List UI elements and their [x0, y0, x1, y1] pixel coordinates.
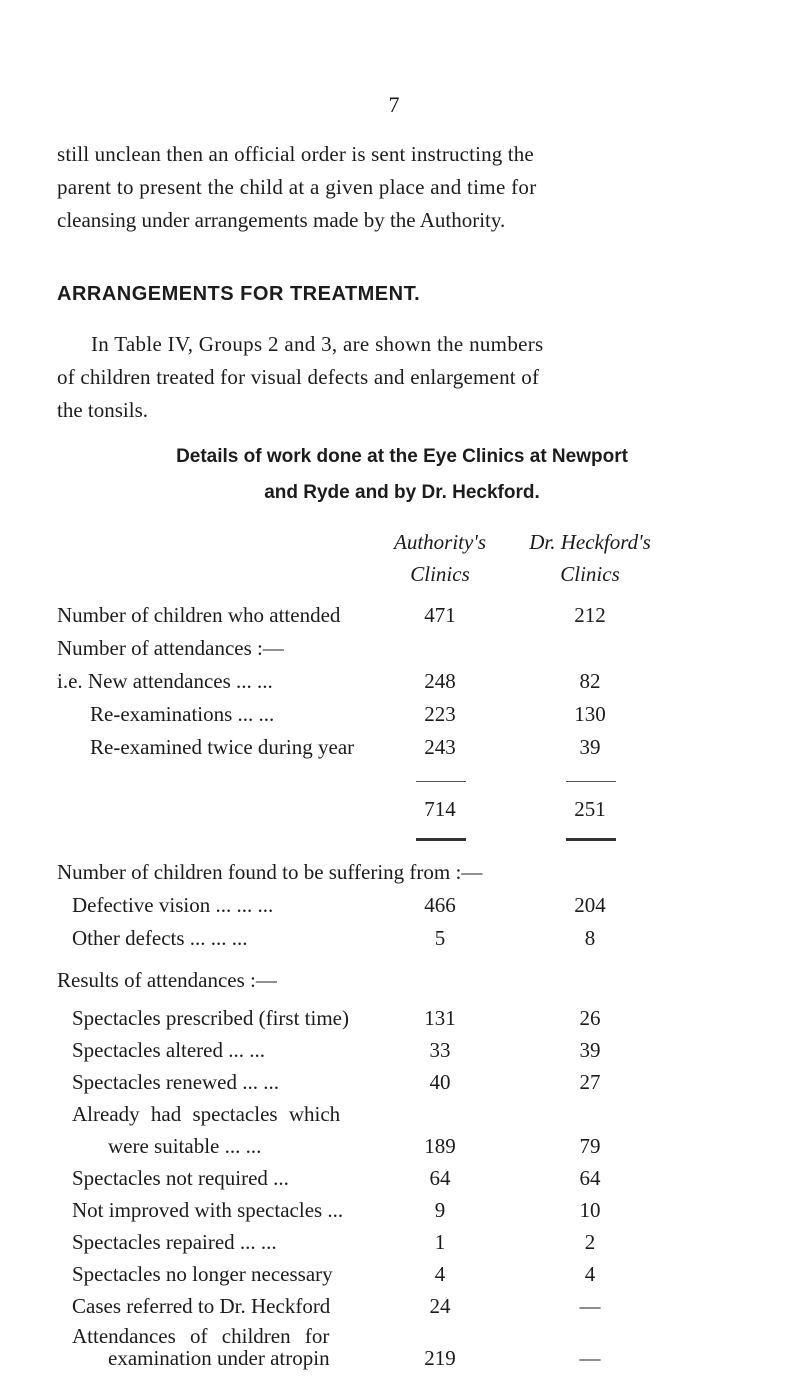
row-label: Number of children who attended [57, 603, 341, 627]
heckford-value: 39 [579, 1038, 601, 1062]
authority-value: 466 [424, 893, 456, 917]
page-number: 7 [388, 92, 400, 117]
authority-value: 189 [424, 1134, 456, 1158]
subtotal-rule-authority [416, 781, 466, 782]
row-label: Number of attendances :— [57, 636, 284, 660]
treatment-line: the tonsils. [57, 398, 149, 422]
table-row [0, 735, 801, 765]
row-label: Spectacles renewed ... ... [72, 1070, 279, 1094]
table-row [0, 926, 801, 956]
authority-column-header-1: Authority's [394, 530, 486, 554]
heckford-value: 82 [579, 669, 601, 693]
details-heading-line-1: Details of work done at the Eye Clinics at Newport [176, 446, 628, 467]
heckford-value: 2 [584, 1230, 596, 1254]
table-row [0, 702, 801, 732]
table-row [0, 1006, 801, 1036]
heckford-value: 26 [579, 1006, 601, 1030]
section-heading-row [0, 968, 801, 998]
row-label: Already had spectacles which [72, 1102, 341, 1126]
intro-line: cleansing under arrangements made by the Authority. [57, 208, 506, 232]
row-label: Attendances of children for [72, 1324, 330, 1348]
suffering-heading: Number of children found to be suffering from :— [57, 860, 483, 884]
authority-value: 24 [429, 1294, 451, 1318]
heckford-total: 251 [574, 797, 606, 821]
heckford-value: 10 [579, 1198, 601, 1222]
heckford-column-header-1: Dr. Heckford's [529, 530, 651, 554]
authority-value: 243 [424, 735, 456, 759]
subtotal-rule-heckford [566, 781, 616, 782]
heckford-value: 79 [579, 1134, 601, 1158]
table-row [0, 1294, 801, 1324]
total-rule-authority [416, 838, 466, 841]
table-row [0, 1070, 801, 1100]
heckford-value: 8 [584, 926, 596, 950]
table-row [0, 1038, 801, 1068]
intro-line: parent to present the child at a given place and time for [57, 175, 537, 199]
treatment-line: In Table IV, Groups 2 and 3, are shown the numbers [91, 332, 544, 356]
authority-value: 131 [424, 1006, 456, 1030]
authority-value: 471 [424, 603, 456, 627]
authority-value: 1 [434, 1230, 446, 1254]
table-row [0, 1134, 801, 1164]
heckford-value: 64 [579, 1166, 601, 1190]
treatment-paragraph [57, 328, 747, 427]
authority-value: 33 [429, 1038, 451, 1062]
row-label: Spectacles repaired ... ... [72, 1230, 277, 1254]
row-label: were suitable ... ... [108, 1134, 262, 1158]
table-row [0, 1198, 801, 1228]
heckford-value: — [579, 1346, 601, 1370]
row-label: examination under atropin [108, 1346, 330, 1370]
row-label: Spectacles not required ... [72, 1166, 289, 1190]
authority-value: 4 [434, 1262, 446, 1286]
row-label: Spectacles no longer necessary [72, 1262, 333, 1286]
authority-value: 40 [429, 1070, 451, 1094]
heckford-value: 27 [579, 1070, 601, 1094]
table-row [0, 1102, 801, 1132]
table-row [0, 893, 801, 923]
row-label: Re-examined twice during year [90, 735, 355, 759]
heckford-value: 130 [574, 702, 606, 726]
heckford-value: 4 [584, 1262, 596, 1286]
heckford-value: 204 [574, 893, 606, 917]
row-label: Other defects ... ... ... [72, 926, 248, 950]
section-heading-row [0, 860, 801, 890]
table-row [0, 636, 801, 666]
row-label: Defective vision ... ... ... [72, 893, 274, 917]
totals-row [0, 797, 801, 827]
row-label: Spectacles prescribed (first time) [72, 1006, 349, 1030]
table-row [0, 669, 801, 699]
details-heading-line-2: and Ryde and by Dr. Heckford. [264, 482, 540, 503]
row-label: Cases referred to Dr. Heckford [72, 1294, 331, 1318]
authority-value: 248 [424, 669, 456, 693]
row-label: Spectacles altered ... ... [72, 1038, 265, 1062]
table-row [0, 1346, 801, 1376]
results-heading: Results of attendances :— [57, 968, 277, 992]
intro-paragraph [57, 138, 747, 237]
authority-value: 223 [424, 702, 456, 726]
heckford-column-header-2: Clinics [560, 562, 620, 586]
authority-value: 64 [429, 1166, 451, 1190]
heckford-value: 212 [574, 603, 606, 627]
authority-value: 9 [434, 1198, 446, 1222]
table-row [0, 603, 801, 633]
table-row [0, 1262, 801, 1292]
table-row [0, 1166, 801, 1196]
heckford-value: 39 [579, 735, 601, 759]
treatment-line: of children treated for visual defects and enlargement of [57, 365, 540, 389]
authority-value: 219 [424, 1346, 456, 1370]
total-rule-heckford [566, 838, 616, 841]
authority-value: 5 [434, 926, 446, 950]
table-row [0, 1230, 801, 1260]
row-label: Not improved with spectacles ... [72, 1198, 344, 1222]
row-label: i.e. New attendances ... ... [57, 669, 273, 693]
authority-total: 714 [424, 797, 456, 821]
intro-line: still unclean then an official order is sent instructing the [57, 142, 534, 166]
row-label: Re-examinations ... ... [90, 702, 275, 726]
treatment-heading: ARRANGEMENTS FOR TREATMENT. [57, 283, 421, 305]
authority-column-header-2: Clinics [410, 562, 470, 586]
heckford-value: — [579, 1294, 601, 1318]
